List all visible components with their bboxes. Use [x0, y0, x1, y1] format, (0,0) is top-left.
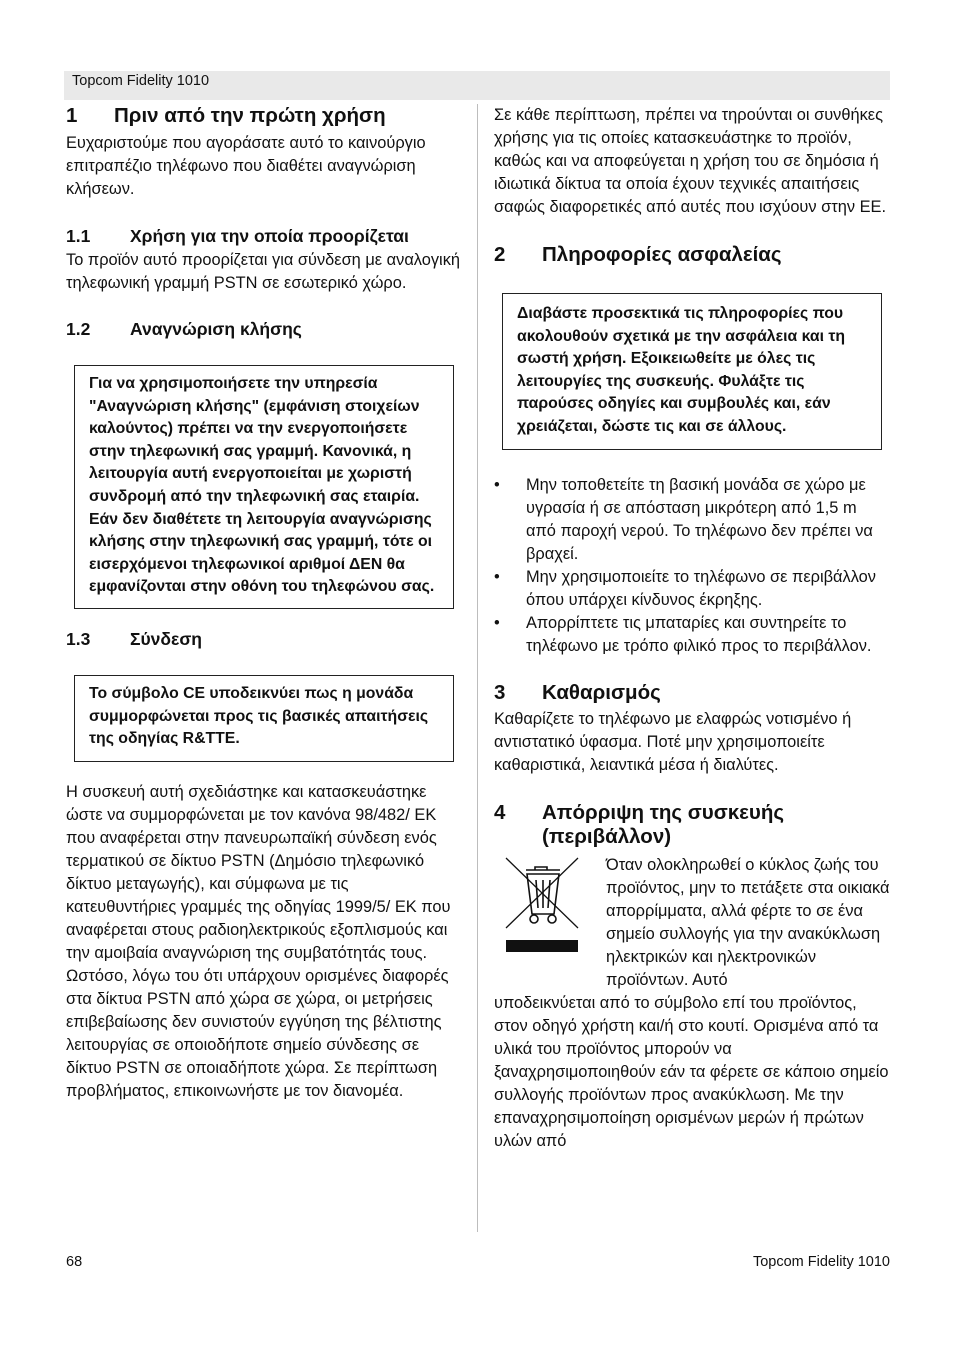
- section-1-text: Ευχαριστούμε που αγοράσατε αυτό το καινούργιο επιτραπέζιο τηλέφωνο που διαθέτει αναγνώριση κλήσεων.: [66, 134, 426, 198]
- section-number: 4: [494, 800, 506, 824]
- section-1-1-text: Το προϊόν αυτό προορίζεται για σύνδεση με αναλογική τηλεφωνική γραμμή PSTN σε εσωτερικό χώρο.: [66, 251, 461, 292]
- section-1-2-heading: [66, 318, 460, 341]
- section-4-heading: [494, 801, 890, 849]
- disposal-text-wrapped: Όταν ολοκληρωθεί ο κύκλος ζωής του προϊόντος, μην το πετάξετε στα οικιακά απορρίμματα, αλλά φέρτε το σε ένα σημείο συλλογής για την ανακύκλωση ηλεκτρικών και ηλεκτρονικών προϊόντων. Αυτό: [606, 855, 890, 989]
- section-number: 1.3: [66, 628, 91, 649]
- safety-bullet-list: [494, 474, 890, 658]
- ce-notice-box: [74, 675, 454, 762]
- section-3-text: Καθαρίζετε το τηλέφωνο με ελαφρώς νοτισμένο ή αντιστατικό ύφασμα. Ποτέ μην χρησιμοποιείτε καθαριστικά, λειαντικά μέσα ή διαλύτες.: [494, 709, 852, 774]
- notice-text: Το σύμβολο CE υποδεικνύει πως η μονάδα συμμορφώνεται προς τις βασικές απαιτήσεις της οδηγίας R&TTE.: [89, 684, 429, 748]
- safety-notice-box: [502, 293, 882, 450]
- list-item: [494, 474, 890, 566]
- section-title: Αναγνώριση κλήσης: [130, 319, 302, 339]
- section-title: Πριν από την πρώτη χρήση: [114, 104, 386, 127]
- section-title: Χρήση για την οποία προορίζεται: [130, 226, 409, 246]
- footer-product-name: Topcom Fidelity 1010: [752, 1254, 890, 1270]
- section-3-heading: [494, 681, 890, 705]
- section-number: 1.1: [66, 226, 91, 246]
- section-1-3-text: Η συσκευή αυτή σχεδιάστηκε και κατασκευάστηκε ώστε να συμμορφώνεται με τον κανόνα 98/482/ ΕΚ που αναφέρεται στην πανευρωπαϊκή σύνδεση ενός τερματικού σε δίκτυο PSTN (Δημόσιο τηλεφωνικό δίκτυο μεταγωγής), και σύμφωνα με τις κατευθυντήριες γραμμές της οδηγίας 1999/5/ ΕΚ που αναφέρεται στους ραδιοηλεκτρικούς εξοπλισμούς και την αμοιβαία αναγνώριση της συμβατότητάς τους. Ωστόσο, λόγω του ότι υπάρχουν ορισμένες διαφορές στα δίκτυα PSTN από χώρα σε χώρα, οι μετρήσεις επιβεβαίωσης δεν συνιστούν εγγύηση της βέλτιστης λειτουργίας σε οποιοδήποτε σημείο σύνδεσης σε δίκτυο PSTN σε οποιαδήποτε χώρα. Σε περίπτωση προβλήματος, επικοινωνήστε με τον διανομέα.: [66, 782, 451, 1100]
- left-column: [66, 104, 460, 1103]
- bullet-icon: •: [494, 475, 500, 494]
- section-number: 2: [494, 243, 506, 266]
- notice-text: Διαβάστε προσεκτικά τις πληροφορίες που ακολουθούν σχετικά με την ασφάλεια και τη σωστή χρήση. Εξοικειωθείτε με όλες τις λειτουργίες της συσκευής. Φυλάξτε τις παρούσες οδηγίες και συμβουλές και, εάν χρειάζεται, δώστε τις και σε άλλους.: [517, 305, 846, 435]
- page-number: 68: [66, 1254, 83, 1270]
- list-item-text: Μην τοποθετείτε τη βασική μονάδα σε χώρο με υγρασία ή σε απόσταση μικρότερη από 1,5 m από παροχή νερού. Το τηλέφωνο δεν πρέπει να βραχεί.: [526, 475, 873, 563]
- bullet-icon: •: [494, 567, 500, 586]
- list-item: [494, 566, 890, 612]
- list-item-text: Μην χρησιμοποιείτε το τηλέφωνο σε περιβάλλον όπου υπάρχει κίνδυνος έκρηξης.: [526, 567, 876, 609]
- section-title: Σύνδεση: [130, 628, 202, 649]
- section-1-3-heading: [66, 628, 460, 651]
- section-2-heading: [494, 243, 890, 267]
- notice-text: Για να χρησιμοποιήσετε την υπηρεσία "Αναγνώριση κλήσης" (εμφάνιση στοιχείων καλούντος) πρέπει να την ενεργοποιήσετε στην τηλεφωνική σας γραμμή. Κανονικά, η λειτουργία αυτή ενεργοποιείται με χωριστή συνδρομή από την τηλεφωνική σας εταιρία. Εάν δεν διαθέτετε τη λειτουργία αναγνώρισης κλήσης στην τηλεφωνική σας γραμμή, τότε οι εισερχόμενοι τηλεφωνικοί αριθμοί ΔΕΝ θα εμφανίζονται στην οθόνη του τηλεφώνου σας.: [89, 375, 435, 596]
- caller-id-notice-box: [74, 365, 454, 609]
- list-item: [494, 612, 890, 658]
- section-number: 1.2: [66, 319, 91, 339]
- section-number: 1: [66, 104, 78, 127]
- running-header: [64, 71, 890, 100]
- section-title: Πληροφορίες ασφαλείας: [542, 243, 782, 266]
- right-column: [494, 104, 890, 1153]
- section-1-1-heading: [66, 225, 460, 248]
- section-number: 3: [494, 680, 506, 704]
- disposal-block: [494, 854, 890, 992]
- crossed-out-wheelie-bin-icon: [502, 854, 582, 956]
- column-divider: [477, 104, 478, 1232]
- bullet-icon: •: [494, 613, 500, 632]
- section-title: Απόρριψη της συσκευής (περιβάλλον): [542, 800, 785, 848]
- header-title: Topcom Fidelity 1010: [72, 73, 210, 89]
- section-title: Καθαρισμός: [542, 680, 661, 704]
- disposal-text: υποδεικνύεται από το σύμβολο επί του προϊόντος, στον οδηγό χρήστη και/ή στο κουτί. Ορισμένα από τα υλικά του προϊόντος μπορούν να ξαναχρησιμοποιηθούν εάν τα φέρετε σε κάποιο σημείο συλλογής προϊόντων προς ανακύκλωση. Με την επαναχρησιμοποίηση ορισμένων μερών ή πρώτων υλών από: [494, 993, 889, 1150]
- list-item-text: Απορρίπτετε τις μπαταρίες και συντηρείτε το τηλέφωνο με τρόπο φιλικό προς το περιβάλλον.: [526, 613, 872, 655]
- intro-text: Σε κάθε περίπτωση, πρέπει να τηρούνται οι συνθήκες χρήσης για τις οποίες κατασκευάστηκε το προϊόν, καθώς και να αποφεύγεται η χρήση του σε δημόσια ή ιδιωτικά δίκτυα τα οποία έχουν τεχνικές απαιτήσεις σαφώς διαφορετικές από αυτές που ισχύουν στην ΕΕ.: [494, 106, 887, 216]
- section-1-heading: [66, 104, 460, 128]
